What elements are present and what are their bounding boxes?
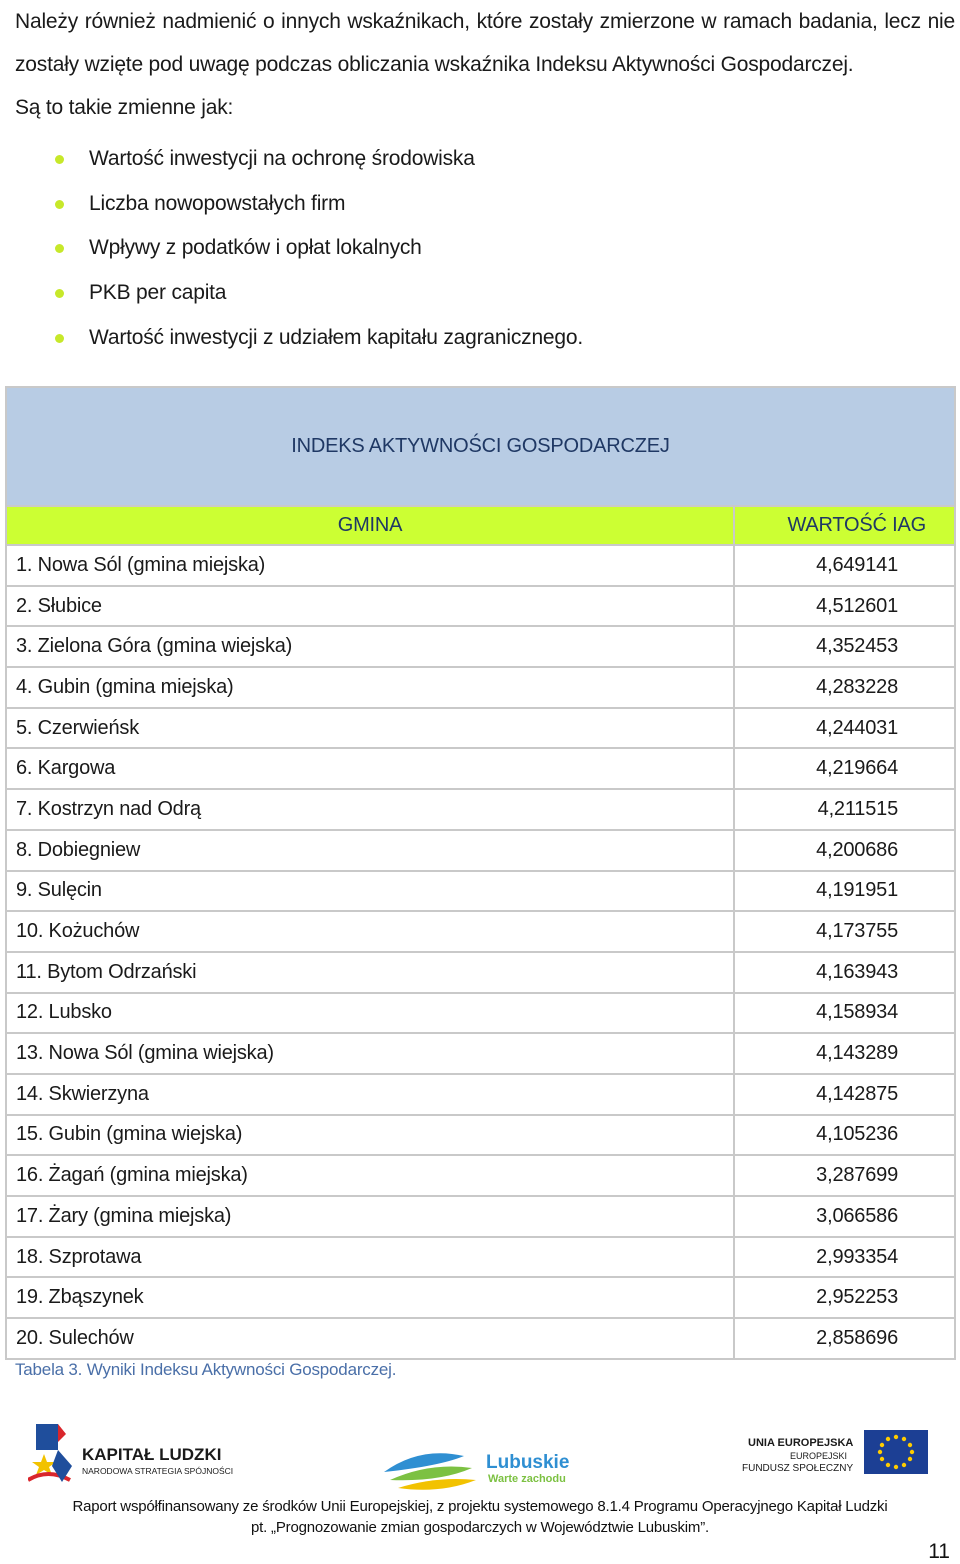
table-row <box>6 1115 955 1156</box>
table-row <box>6 1237 955 1278</box>
lubuskie-emblem <box>384 1453 476 1490</box>
table-row <box>6 586 955 627</box>
list-item: PKB per capita <box>55 271 583 316</box>
value-cell: 4,200686 <box>734 830 955 871</box>
value-cell: 4,163943 <box>734 952 955 993</box>
table-row <box>6 1155 955 1196</box>
table-row <box>6 1318 955 1359</box>
gmina-cell: 8. Dobiegniew <box>6 830 734 871</box>
gmina-cell: 17. Żary (gmina miejska) <box>6 1196 734 1237</box>
gmina-cell: 1. Nowa Sól (gmina miejska) <box>6 545 734 586</box>
gmina-cell: 11. Bytom Odrzański <box>6 952 734 993</box>
table-row <box>6 708 955 749</box>
value-cell: 4,219664 <box>734 748 955 789</box>
lubuskie-logo <box>380 1436 580 1496</box>
variables-list <box>55 137 583 360</box>
table-row <box>6 545 955 586</box>
eu-subtitle-2: FUNDUSZ SPOŁECZNY <box>742 1463 854 1474</box>
value-cell: 4,512601 <box>734 586 955 627</box>
table-row <box>6 626 955 667</box>
value-cell: 2,858696 <box>734 1318 955 1359</box>
table-row <box>6 667 955 708</box>
value-cell: 4,352453 <box>734 626 955 667</box>
column-header-value: WARTOŚĆ IAG <box>734 506 955 545</box>
lubuskie-title: Lubuskie <box>486 1452 570 1473</box>
bullet-icon <box>55 289 64 298</box>
footer-note-title: pt. „Prognozowanie zmian gospodarczych w Województwie Lubuskim”. <box>251 1519 709 1536</box>
value-cell: 4,211515 <box>734 789 955 830</box>
list-item: Wartość inwestycji na ochronę środowiska <box>55 137 583 182</box>
intro-paragraph <box>15 0 955 129</box>
table-row <box>6 1074 955 1115</box>
table-row <box>6 1033 955 1074</box>
gmina-cell: 7. Kostrzyn nad Odrą <box>6 789 734 830</box>
gmina-cell: 12. Lubsko <box>6 993 734 1034</box>
intro-text: Należy również nadmienić o innych wskaźnikach, które zostały zmierzone w ramach badania, lecz nie zostały wzięte pod uwagę podczas obliczania wskaźnika Indeksu Aktywności Gospodarczej. <box>15 10 955 76</box>
kapital-ludzki-title: KAPITAŁ LUDZKI <box>82 1445 222 1464</box>
table-caption: Tabela 3. Wyniki Indeksu Aktywności Gospodarczej. <box>15 1360 397 1379</box>
eu-subtitle-1: EUROPEJSKI <box>790 1451 848 1461</box>
value-cell: 4,105236 <box>734 1115 955 1156</box>
value-cell: 4,649141 <box>734 545 955 586</box>
gmina-cell: 3. Zielona Góra (gmina wiejska) <box>6 626 734 667</box>
gmina-cell: 18. Szprotawa <box>6 1237 734 1278</box>
value-cell: 4,158934 <box>734 993 955 1034</box>
gmina-cell: 13. Nowa Sól (gmina wiejska) <box>6 1033 734 1074</box>
table-header-row <box>6 506 955 545</box>
value-cell: 2,952253 <box>734 1277 955 1318</box>
table-title-row <box>6 387 955 506</box>
table-row <box>6 911 955 952</box>
list-item: Liczba nowopowstałych firm <box>55 182 583 227</box>
value-cell: 4,283228 <box>734 667 955 708</box>
gmina-cell: 9. Sulęcin <box>6 871 734 912</box>
gmina-cell: 19. Zbąszynek <box>6 1277 734 1318</box>
kapital-ludzki-logo <box>28 1420 258 1492</box>
table-row <box>6 993 955 1034</box>
lubuskie-slogan: Warte zachodu <box>488 1473 566 1485</box>
table-row <box>6 748 955 789</box>
table-row <box>6 830 955 871</box>
bullet-icon <box>55 155 64 164</box>
bullet-icon <box>55 244 64 253</box>
table-row <box>6 952 955 993</box>
iag-table <box>5 386 956 1360</box>
column-header-gmina: GMINA <box>6 506 734 545</box>
table-title: INDEKS AKTYWNOŚCI GOSPODARCZEJ <box>6 387 955 506</box>
value-cell: 4,143289 <box>734 1033 955 1074</box>
gmina-cell: 15. Gubin (gmina wiejska) <box>6 1115 734 1156</box>
footer-note: Raport współfinansowany ze środków Unii Europejskiej, z projektu systemowego 8.1.4 Programu Operacyjnego Kapitał Ludzki <box>72 1498 888 1515</box>
kapital-ludzki-emblem <box>28 1424 72 1482</box>
value-cell: 3,287699 <box>734 1155 955 1196</box>
table-row <box>6 789 955 830</box>
value-cell: 4,244031 <box>734 708 955 749</box>
kapital-ludzki-subtitle: NARODOWA STRATEGIA SPÓJNOŚCI <box>82 1466 234 1476</box>
list-item: Wpływy z podatków i opłat lokalnych <box>55 226 583 271</box>
gmina-cell: 14. Skwierzyna <box>6 1074 734 1115</box>
table-row <box>6 1277 955 1318</box>
list-item: Wartość inwestycji z udziałem kapitału zagranicznego. <box>55 316 583 361</box>
intro-text-lead: Są to takie zmienne jak: <box>15 96 234 119</box>
value-cell: 4,142875 <box>734 1074 955 1115</box>
value-cell: 3,066586 <box>734 1196 955 1237</box>
gmina-cell: 10. Kożuchów <box>6 911 734 952</box>
gmina-cell: 2. Słubice <box>6 586 734 627</box>
gmina-cell: 20. Sulechów <box>6 1318 734 1359</box>
eu-title: UNIA EUROPEJSKA <box>748 1437 854 1449</box>
page-number: 11 <box>928 1540 950 1563</box>
gmina-cell: 16. Żagań (gmina miejska) <box>6 1155 734 1196</box>
value-cell: 2,993354 <box>734 1237 955 1278</box>
value-cell: 4,191951 <box>734 871 955 912</box>
gmina-cell: 4. Gubin (gmina miejska) <box>6 667 734 708</box>
table-row <box>6 871 955 912</box>
value-cell: 4,173755 <box>734 911 955 952</box>
table-row <box>6 1196 955 1237</box>
eu-logo <box>728 1418 944 1488</box>
gmina-cell: 6. Kargowa <box>6 748 734 789</box>
bullet-icon <box>55 200 64 209</box>
bullet-icon <box>55 334 64 343</box>
gmina-cell: 5. Czerwieńsk <box>6 708 734 749</box>
